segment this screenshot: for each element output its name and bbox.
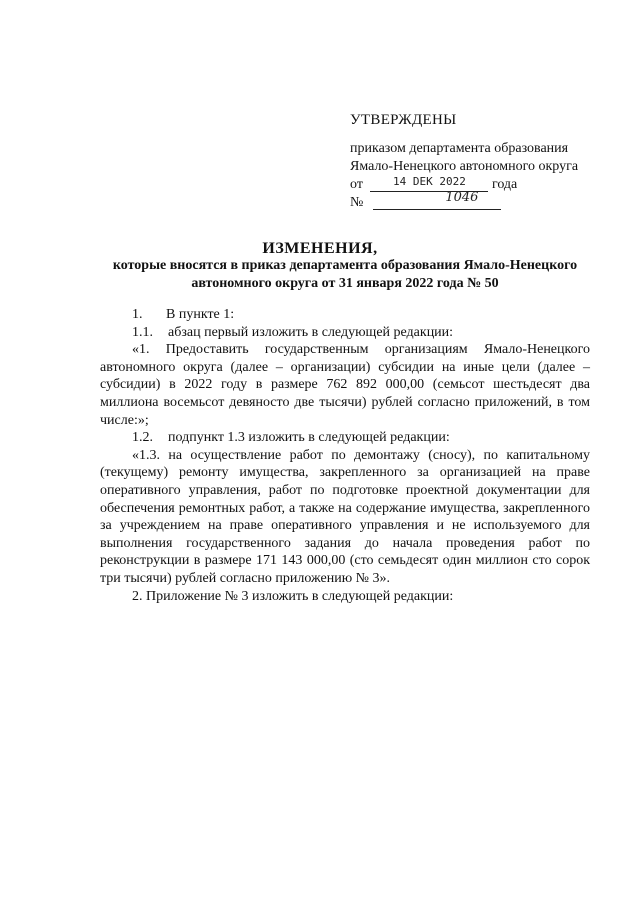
number-label: № — [350, 195, 364, 210]
date-suffix: года — [491, 177, 518, 192]
quote-paragraph-2: «1.3. на осуществление работ по демонтажу (сносу), по капитальному (текущему) ремонту имущества, закрепленного за организацией на праве оперативного управления, работ по подготовке проектной документации для обеспечения ремонтных работ, а также на содержание имущества, закрепленного за учреждением на праве оперативного управления и не используемого для выполнения государственного задания до начала проведения работ по реконструкции в размере 171 143 000,00 (сто семьдесят один миллион сто сорок три тысячи) рублей согласно приложению № 3». — [100, 447, 590, 586]
approval-number-line — [350, 190, 578, 212]
document-title: ИЗМЕНЕНИЯ, — [262, 240, 378, 257]
item-1 — [100, 306, 590, 324]
item-1-number: 1. — [132, 307, 143, 322]
number-handwritten: 1046 — [445, 190, 479, 205]
approval-line-2: Ямало-Ненецкого автономного округа — [350, 159, 579, 174]
item-1-1 — [100, 324, 590, 342]
item-1-2-number: 1.2. — [132, 430, 153, 446]
date-handwritten: 14 DEK 2022 — [393, 175, 466, 188]
item-1-1-number: 1.1. — [132, 324, 153, 340]
document-body — [100, 306, 590, 605]
item-1-text: В пункте 1: — [166, 307, 235, 322]
item-1-2 — [100, 429, 590, 447]
item-1-1-text: абзац первый изложить в следующей редакции: — [168, 324, 454, 340]
approval-line-1: приказом департамента образования — [350, 141, 569, 156]
date-prefix: от — [350, 177, 363, 192]
quote-paragraph-1: «1. Предоставить государственным организациям Ямало-Ненецкого автономного округа (далее – организации) субсидии на иные цели (далее – субсидии) в 2022 году в размере 762 892 000,00 (семьсот шестьдесят два миллиона восемьсот девяносто две тысячи) рублей согласно приложений, в том числе:»; — [100, 342, 590, 428]
item-2: 2. Приложение № 3 изложить в следующей редакции: — [132, 588, 454, 604]
approval-block — [350, 140, 578, 212]
number-field — [373, 190, 501, 210]
document-subtitle: которые вносятся в приказ департамента образования Ямало-Ненецкого автономного округа от 31 января 2022 года № 50 — [112, 258, 578, 291]
item-1-2-text: подпункт 1.3 изложить в следующей редакции: — [168, 430, 450, 446]
approved-heading: УТВЕРЖДЕНЫ — [350, 112, 457, 128]
